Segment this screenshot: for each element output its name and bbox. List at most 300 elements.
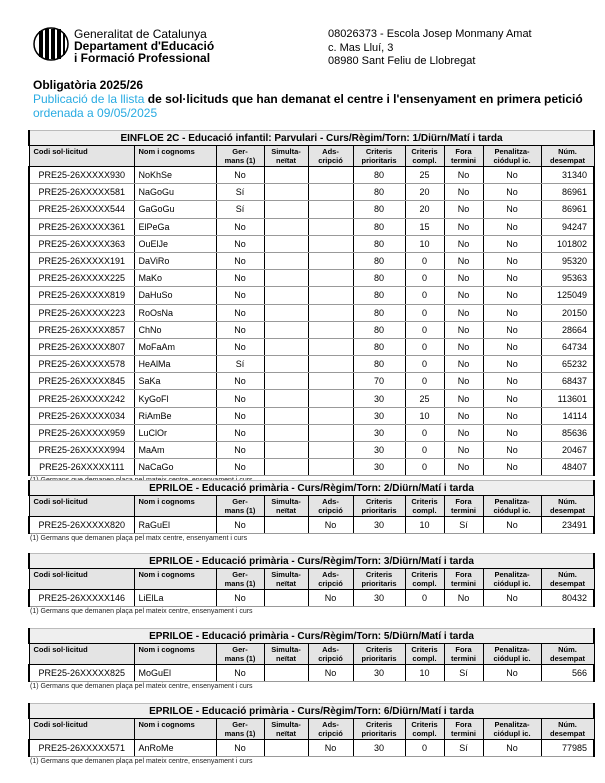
col-header-simultaneitat: Simulta- neïtat	[264, 496, 308, 517]
cell-fora-termini: No	[444, 590, 483, 607]
cell-germans: Sí	[216, 184, 264, 201]
admission-section-1	[28, 130, 593, 484]
cell-penalitzacio-duplic: No	[483, 665, 541, 682]
cell-criteris-compl: 0	[405, 356, 444, 373]
table-row	[29, 218, 594, 235]
cell-num-desempat: 86961	[541, 184, 594, 201]
cell-penalitzacio-duplic: No	[483, 201, 541, 218]
cell-num-desempat: 77985	[541, 740, 594, 757]
cell-simultaneitat	[264, 270, 308, 287]
cell-nom-cognoms: NaGoGu	[134, 184, 216, 201]
cell-num-desempat: 86961	[541, 201, 594, 218]
org-line-2: Departament d'Educació	[74, 39, 215, 53]
cell-criteris-prioritaris: 80	[353, 287, 405, 304]
cell-germans: No	[216, 321, 264, 338]
cell-adscripcio	[308, 235, 353, 252]
col-header-germans: Ger- mans (1)	[216, 719, 264, 740]
col-header-germans: Ger- mans (1)	[216, 146, 264, 167]
admission-section-4	[28, 628, 593, 690]
cell-germans: No	[216, 373, 264, 390]
cell-adscripcio	[308, 338, 353, 355]
cell-germans: No	[216, 665, 264, 682]
cell-codi-sollicitud: PRE25-26XXXXX819	[29, 287, 134, 304]
col-header-fora-termini: Fora termini	[444, 644, 483, 665]
cell-fora-termini: No	[444, 442, 483, 459]
cell-penalitzacio-duplic: No	[483, 338, 541, 355]
cell-penalitzacio-duplic: No	[483, 424, 541, 441]
cell-nom-cognoms: NoKhSe	[134, 167, 216, 184]
cell-penalitzacio-duplic: No	[483, 167, 541, 184]
section-caption-row	[29, 554, 594, 569]
cell-nom-cognoms: RiAmBe	[134, 407, 216, 424]
generalitat-logo-icon	[33, 27, 69, 61]
col-header-simultaneitat: Simulta- neïtat	[264, 719, 308, 740]
cell-adscripcio	[308, 390, 353, 407]
cell-germans: No	[216, 442, 264, 459]
col-header-codi-sollicitud: Codi sol·licitud	[29, 146, 134, 167]
cell-num-desempat: 125049	[541, 287, 594, 304]
organization-name	[74, 28, 214, 64]
cell-criteris-prioritaris: 80	[353, 270, 405, 287]
col-header-nom-cognoms: Nom i cognoms	[134, 496, 216, 517]
col-header-criteris-prioritaris: Criteris prioritaris	[353, 644, 405, 665]
cell-criteris-compl: 0	[405, 287, 444, 304]
cell-criteris-compl: 0	[405, 252, 444, 269]
cell-penalitzacio-duplic: No	[483, 356, 541, 373]
col-header-criteris-prioritaris: Criteris prioritaris	[353, 719, 405, 740]
col-header-nom-cognoms: Nom i cognoms	[134, 719, 216, 740]
school-city: 08980 Sant Feliu de Llobregat	[328, 55, 476, 67]
cell-criteris-prioritaris: 80	[353, 338, 405, 355]
cell-fora-termini: No	[444, 235, 483, 252]
cell-nom-cognoms: HeAlMa	[134, 356, 216, 373]
cell-fora-termini: No	[444, 270, 483, 287]
col-header-nom-cognoms: Nom i cognoms	[134, 146, 216, 167]
cell-nom-cognoms: ElPeGa	[134, 218, 216, 235]
cell-fora-termini: No	[444, 459, 483, 476]
cell-simultaneitat	[264, 184, 308, 201]
cell-criteris-compl: 0	[405, 424, 444, 441]
col-header-fora-termini: Fora termini	[444, 569, 483, 590]
table-row	[29, 184, 594, 201]
cell-germans: No	[216, 304, 264, 321]
cell-nom-cognoms: SaKa	[134, 373, 216, 390]
cell-adscripcio	[308, 184, 353, 201]
cell-criteris-compl: 0	[405, 321, 444, 338]
cell-criteris-prioritaris: 80	[353, 235, 405, 252]
cell-num-desempat: 95363	[541, 270, 594, 287]
cell-fora-termini: No	[444, 390, 483, 407]
cell-adscripcio	[308, 287, 353, 304]
cell-simultaneitat	[264, 218, 308, 235]
table-row	[29, 321, 594, 338]
cell-codi-sollicitud: PRE25-26XXXXX959	[29, 424, 134, 441]
cell-germans: No	[216, 740, 264, 757]
col-header-adscripcio: Ads- cripció	[308, 496, 353, 517]
col-header-codi-sollicitud: Codi sol·licitud	[29, 569, 134, 590]
table-row	[29, 270, 594, 287]
cell-nom-cognoms: GaGoGu	[134, 201, 216, 218]
cell-criteris-compl: 0	[405, 304, 444, 321]
col-header-penalitzacio-duplic: Penalitza- ciódupl ic.	[483, 569, 541, 590]
title-blue-2: ordenada a 09/05/2025	[33, 106, 158, 120]
column-header-row	[29, 146, 594, 167]
admissions-table	[28, 553, 595, 607]
cell-num-desempat: 64734	[541, 338, 594, 355]
table-row	[29, 459, 594, 476]
cell-simultaneitat	[264, 304, 308, 321]
cell-germans: No	[216, 590, 264, 607]
title-black: de sol·licituds que han demanat el centre i l'ensenyament en primera petició	[144, 92, 583, 106]
cell-num-desempat: 101802	[541, 235, 594, 252]
cell-num-desempat: 31340	[541, 167, 594, 184]
col-header-adscripcio: Ads- cripció	[308, 644, 353, 665]
cell-simultaneitat	[264, 356, 308, 373]
col-header-criteris-compl: Criteris compl.	[405, 146, 444, 167]
cell-germans: No	[216, 270, 264, 287]
column-header-row	[29, 569, 594, 590]
cell-criteris-prioritaris: 80	[353, 252, 405, 269]
cell-simultaneitat	[264, 252, 308, 269]
col-header-codi-sollicitud: Codi sol·licitud	[29, 644, 134, 665]
cell-criteris-compl: 10	[405, 235, 444, 252]
cell-penalitzacio-duplic: No	[483, 184, 541, 201]
cell-criteris-prioritaris: 70	[353, 373, 405, 390]
cell-criteris-prioritaris: 80	[353, 304, 405, 321]
table-row	[29, 338, 594, 355]
cell-nom-cognoms: MoGuEl	[134, 665, 216, 682]
cell-germans: No	[216, 517, 264, 534]
cell-criteris-compl: 10	[405, 665, 444, 682]
cell-fora-termini: No	[444, 407, 483, 424]
section-caption: EPRILOE - Educació primària - Curs/Règim/Torn: 5/Diürn/Matí i tarda	[29, 629, 594, 644]
section-caption-row	[29, 629, 594, 644]
cell-fora-termini: No	[444, 304, 483, 321]
cell-num-desempat: 28664	[541, 321, 594, 338]
section-caption-row	[29, 704, 594, 719]
cell-fora-termini: No	[444, 287, 483, 304]
cell-criteris-prioritaris: 80	[353, 356, 405, 373]
cell-criteris-prioritaris: 30	[353, 517, 405, 534]
cell-simultaneitat	[264, 287, 308, 304]
cell-criteris-prioritaris: 80	[353, 167, 405, 184]
table-row	[29, 356, 594, 373]
col-header-nom-cognoms: Nom i cognoms	[134, 569, 216, 590]
table-row	[29, 665, 594, 682]
cell-codi-sollicitud: PRE25-26XXXXX820	[29, 517, 134, 534]
section-caption: EPRILOE - Educació primària - Curs/Règim/Torn: 2/Diürn/Matí i tarda	[29, 481, 594, 496]
cell-adscripcio: No	[308, 665, 353, 682]
cell-num-desempat: 113601	[541, 390, 594, 407]
col-header-num-desempat: Núm. desempat	[541, 719, 594, 740]
admission-section-5	[28, 703, 593, 765]
cell-criteris-prioritaris: 30	[353, 740, 405, 757]
cell-simultaneitat	[264, 590, 308, 607]
cell-criteris-compl: 0	[405, 442, 444, 459]
cell-fora-termini: No	[444, 218, 483, 235]
cell-adscripcio	[308, 407, 353, 424]
cell-codi-sollicitud: PRE25-26XXXXX242	[29, 390, 134, 407]
col-header-criteris-compl: Criteris compl.	[405, 569, 444, 590]
footnote: (1) Germans que demanen plaça pel matx centre, ensenyament i curs	[30, 535, 248, 543]
cell-adscripcio	[308, 424, 353, 441]
cell-simultaneitat	[264, 321, 308, 338]
cell-criteris-compl: 15	[405, 218, 444, 235]
cell-adscripcio: No	[308, 740, 353, 757]
cell-germans: No	[216, 424, 264, 441]
cell-criteris-compl: 20	[405, 184, 444, 201]
org-line-1: Generalitat de Catalunya	[74, 27, 207, 41]
cell-germans: No	[216, 252, 264, 269]
cell-codi-sollicitud: PRE25-26XXXXX845	[29, 373, 134, 390]
cell-nom-cognoms: KyGoFl	[134, 390, 216, 407]
table-row	[29, 201, 594, 218]
cell-fora-termini: Sí	[444, 665, 483, 682]
cell-penalitzacio-duplic: No	[483, 235, 541, 252]
title-subtitle	[33, 92, 593, 120]
cell-codi-sollicitud: PRE25-26XXXXX578	[29, 356, 134, 373]
cell-germans: No	[216, 167, 264, 184]
cell-num-desempat: 95320	[541, 252, 594, 269]
cell-fora-termini: No	[444, 201, 483, 218]
cell-num-desempat: 23491	[541, 517, 594, 534]
table-row	[29, 304, 594, 321]
cell-germans: No	[216, 338, 264, 355]
cell-penalitzacio-duplic: No	[483, 252, 541, 269]
table-row	[29, 390, 594, 407]
admissions-table	[28, 480, 595, 534]
cell-simultaneitat	[264, 407, 308, 424]
cell-criteris-prioritaris: 80	[353, 218, 405, 235]
cell-adscripcio	[308, 252, 353, 269]
col-header-criteris-prioritaris: Criteris prioritaris	[353, 569, 405, 590]
cell-codi-sollicitud: PRE25-26XXXXX930	[29, 167, 134, 184]
cell-simultaneitat	[264, 235, 308, 252]
cell-nom-cognoms: RaGuEl	[134, 517, 216, 534]
cell-criteris-compl: 0	[405, 338, 444, 355]
col-header-penalitzacio-duplic: Penalitza- ciódupl ic.	[483, 644, 541, 665]
col-header-germans: Ger- mans (1)	[216, 644, 264, 665]
cell-nom-cognoms: LuClOr	[134, 424, 216, 441]
col-header-criteris-prioritaris: Criteris prioritaris	[353, 496, 405, 517]
col-header-penalitzacio-duplic: Penalitza- ciódupl ic.	[483, 496, 541, 517]
col-header-num-desempat: Núm. desempat	[541, 146, 594, 167]
table-row	[29, 373, 594, 390]
cell-adscripcio	[308, 321, 353, 338]
footnote: (1) Germans que demanen plaça pel mateix centre, ensenyament i curs	[30, 608, 253, 616]
cell-simultaneitat	[264, 740, 308, 757]
cell-penalitzacio-duplic: No	[483, 740, 541, 757]
cell-codi-sollicitud: PRE25-26XXXXX146	[29, 590, 134, 607]
cell-fora-termini: No	[444, 184, 483, 201]
col-header-codi-sollicitud: Codi sol·licitud	[29, 496, 134, 517]
cell-codi-sollicitud: PRE25-26XXXXX544	[29, 201, 134, 218]
cell-nom-cognoms: LiElLa	[134, 590, 216, 607]
cell-num-desempat: 65232	[541, 356, 594, 373]
col-header-adscripcio: Ads- cripció	[308, 146, 353, 167]
cell-criteris-prioritaris: 30	[353, 590, 405, 607]
cell-codi-sollicitud: PRE25-26XXXXX223	[29, 304, 134, 321]
cell-criteris-compl: 0	[405, 373, 444, 390]
cell-num-desempat: 94247	[541, 218, 594, 235]
cell-penalitzacio-duplic: No	[483, 373, 541, 390]
cell-num-desempat: 20467	[541, 442, 594, 459]
table-row	[29, 740, 594, 757]
admissions-table	[28, 130, 595, 476]
cell-adscripcio: No	[308, 590, 353, 607]
cell-fora-termini: Sí	[444, 517, 483, 534]
cell-adscripcio	[308, 373, 353, 390]
cell-criteris-compl: 0	[405, 590, 444, 607]
cell-adscripcio	[308, 442, 353, 459]
cell-nom-cognoms: DaHuSo	[134, 287, 216, 304]
school-street: c. Mas Lluí, 3	[328, 41, 394, 54]
school-name: 08026373 - Escola Josep Monmany Amat	[328, 28, 532, 40]
col-header-num-desempat: Núm. desempat	[541, 569, 594, 590]
cell-criteris-compl: 10	[405, 407, 444, 424]
cell-penalitzacio-duplic: No	[483, 270, 541, 287]
cell-codi-sollicitud: PRE25-26XXXXX225	[29, 270, 134, 287]
cell-germans: Sí	[216, 201, 264, 218]
school-address	[328, 28, 532, 69]
cell-germans: Sí	[216, 356, 264, 373]
cell-germans: No	[216, 287, 264, 304]
cell-criteris-prioritaris: 30	[353, 424, 405, 441]
cell-simultaneitat	[264, 390, 308, 407]
col-header-num-desempat: Núm. desempat	[541, 644, 594, 665]
cell-penalitzacio-duplic: No	[483, 442, 541, 459]
cell-adscripcio	[308, 304, 353, 321]
cell-adscripcio	[308, 201, 353, 218]
cell-codi-sollicitud: PRE25-26XXXXX111	[29, 459, 134, 476]
cell-simultaneitat	[264, 442, 308, 459]
cell-simultaneitat	[264, 167, 308, 184]
table-row	[29, 167, 594, 184]
cell-penalitzacio-duplic: No	[483, 218, 541, 235]
cell-penalitzacio-duplic: No	[483, 590, 541, 607]
cell-simultaneitat	[264, 373, 308, 390]
cell-penalitzacio-duplic: No	[483, 459, 541, 476]
cell-adscripcio	[308, 218, 353, 235]
cell-criteris-compl: 10	[405, 517, 444, 534]
cell-germans: No	[216, 218, 264, 235]
table-row	[29, 590, 594, 607]
admissions-table	[28, 628, 595, 682]
col-header-adscripcio: Ads- cripció	[308, 569, 353, 590]
cell-codi-sollicitud: PRE25-26XXXXX825	[29, 665, 134, 682]
section-caption: EPRILOE - Educació primària - Curs/Règim/Torn: 6/Diürn/Matí i tarda	[29, 704, 594, 719]
cell-criteris-prioritaris: 30	[353, 407, 405, 424]
cell-penalitzacio-duplic: No	[483, 390, 541, 407]
cell-nom-cognoms: MoFaAm	[134, 338, 216, 355]
cell-codi-sollicitud: PRE25-26XXXXX361	[29, 218, 134, 235]
cell-simultaneitat	[264, 665, 308, 682]
admission-section-3	[28, 553, 593, 615]
col-header-criteris-prioritaris: Criteris prioritaris	[353, 146, 405, 167]
cell-num-desempat: 48407	[541, 459, 594, 476]
cell-criteris-prioritaris: 80	[353, 201, 405, 218]
cell-nom-cognoms: DaViRo	[134, 252, 216, 269]
admission-section-2	[28, 480, 593, 542]
cell-criteris-prioritaris: 30	[353, 390, 405, 407]
cell-codi-sollicitud: PRE25-26XXXXX034	[29, 407, 134, 424]
section-caption: EPRILOE - Educació primària - Curs/Règim/Torn: 3/Diürn/Matí i tarda	[29, 554, 594, 569]
cell-criteris-prioritaris: 30	[353, 665, 405, 682]
table-row	[29, 424, 594, 441]
table-row	[29, 287, 594, 304]
col-header-fora-termini: Fora termini	[444, 496, 483, 517]
cell-adscripcio	[308, 356, 353, 373]
section-caption-row	[29, 481, 594, 496]
org-line-3: i Formació Professional	[74, 51, 211, 65]
col-header-num-desempat: Núm. desempat	[541, 496, 594, 517]
col-header-fora-termini: Fora termini	[444, 146, 483, 167]
cell-codi-sollicitud: PRE25-26XXXXX581	[29, 184, 134, 201]
col-header-simultaneitat: Simulta- neïtat	[264, 569, 308, 590]
col-header-penalitzacio-duplic: Penalitza- ciódupl ic.	[483, 719, 541, 740]
cell-nom-cognoms: NaCaGo	[134, 459, 216, 476]
cell-fora-termini: No	[444, 424, 483, 441]
page-title	[33, 78, 593, 120]
admissions-table	[28, 703, 595, 757]
table-row	[29, 407, 594, 424]
column-header-row	[29, 719, 594, 740]
col-header-adscripcio: Ads- cripció	[308, 719, 353, 740]
section-caption: EINFLOE 2C - Educació infantil: Parvulari - Curs/Règim/Torn: 1/Diürn/Matí i tarda	[29, 131, 594, 146]
cell-codi-sollicitud: PRE25-26XXXXX994	[29, 442, 134, 459]
cell-criteris-compl: 25	[405, 390, 444, 407]
cell-adscripcio	[308, 167, 353, 184]
cell-simultaneitat	[264, 338, 308, 355]
col-header-simultaneitat: Simulta- neïtat	[264, 644, 308, 665]
cell-penalitzacio-duplic: No	[483, 321, 541, 338]
cell-num-desempat: 20150	[541, 304, 594, 321]
cell-simultaneitat	[264, 424, 308, 441]
cell-num-desempat: 14114	[541, 407, 594, 424]
cell-codi-sollicitud: PRE25-26XXXXX857	[29, 321, 134, 338]
column-header-row	[29, 496, 594, 517]
cell-germans: No	[216, 459, 264, 476]
cell-num-desempat: 566	[541, 665, 594, 682]
cell-fora-termini: No	[444, 321, 483, 338]
footnote: (1) Germans que demanen plaça pel mateix centre, ensenyament i curs	[30, 683, 253, 691]
title-blue-1: Publicació de la llista	[33, 92, 145, 106]
cell-germans: No	[216, 390, 264, 407]
cell-num-desempat: 80432	[541, 590, 594, 607]
cell-codi-sollicitud: PRE25-26XXXXX363	[29, 235, 134, 252]
cell-criteris-prioritaris: 80	[353, 321, 405, 338]
col-header-simultaneitat: Simulta- neïtat	[264, 146, 308, 167]
cell-fora-termini: No	[444, 373, 483, 390]
cell-fora-termini: No	[444, 338, 483, 355]
col-header-fora-termini: Fora termini	[444, 719, 483, 740]
table-row	[29, 252, 594, 269]
cell-penalitzacio-duplic: No	[483, 304, 541, 321]
cell-adscripcio	[308, 270, 353, 287]
cell-fora-termini: No	[444, 252, 483, 269]
cell-fora-termini: No	[444, 167, 483, 184]
cell-criteris-compl: 25	[405, 167, 444, 184]
col-header-criteris-compl: Criteris compl.	[405, 644, 444, 665]
cell-nom-cognoms: ChNo	[134, 321, 216, 338]
cell-adscripcio: No	[308, 517, 353, 534]
col-header-germans: Ger- mans (1)	[216, 569, 264, 590]
cell-fora-termini: No	[444, 356, 483, 373]
col-header-codi-sollicitud: Codi sol·licitud	[29, 719, 134, 740]
cell-germans: No	[216, 407, 264, 424]
col-header-nom-cognoms: Nom i cognoms	[134, 644, 216, 665]
title-year: Obligatòria 2025/26	[33, 78, 144, 92]
